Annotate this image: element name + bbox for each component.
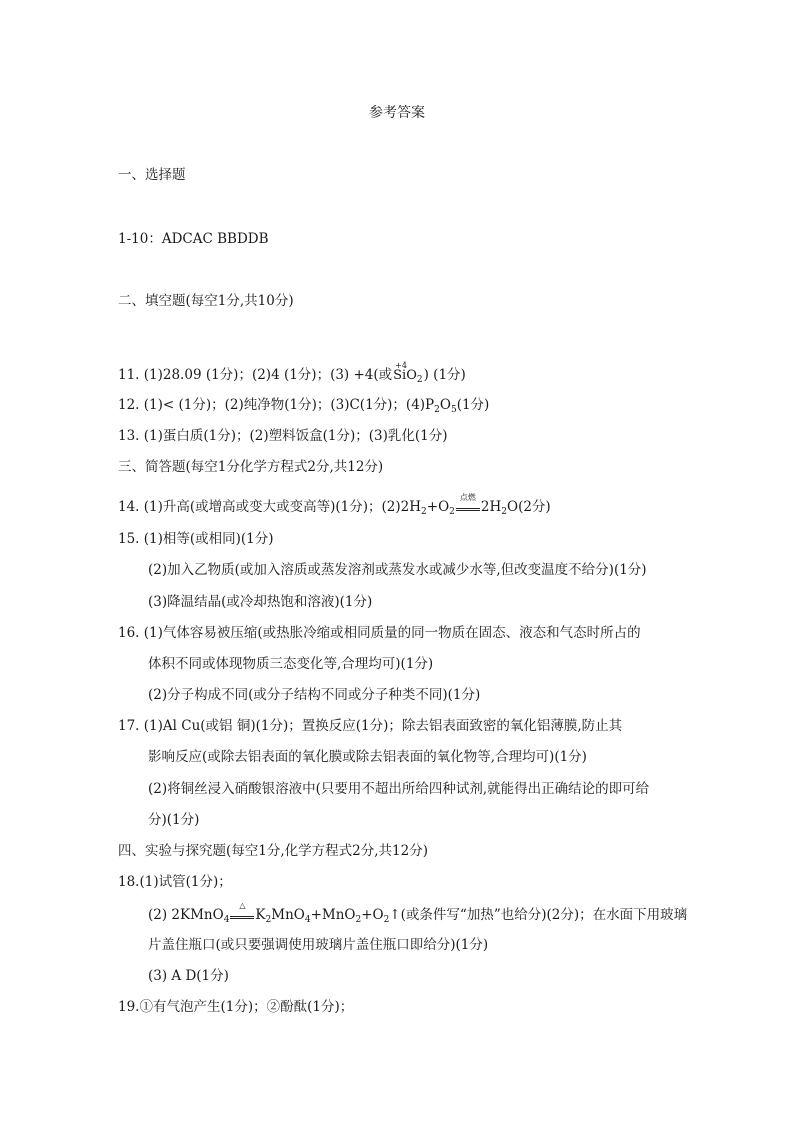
sio2-formula: +4 SiO$_2$ <box>393 361 423 385</box>
answer-16-1: 16. (1)气体容易被压缩(或热胀冷缩或相同质量的同一物质在固态、液态和气态时所占的 <box>118 625 641 641</box>
answer-16-1b: 体积不同或体现物质三态变化等,合理均可)(1分) <box>148 656 434 672</box>
answer-15-2: (2)加入乙物质(或加入溶质或蒸发溶剂或蒸发水或减少水等,但改变温度不给分)(1分) <box>148 562 647 578</box>
answer-15-3: (3)降温结晶(或冷却热饱和溶液)(1分) <box>148 594 373 610</box>
answer-17-1: 17. (1)Al Cu(或铝 铜)(1分)；置换反应(1分)；除去铝表面致密的氧化铝薄膜,防止其 <box>118 718 623 734</box>
answer-18-2: (2) 2KMnO$_4$ △ $K_2MnO_4+MnO_2+O_2↑$(或条件写“加热”也给分)(2分)；在水面下用玻璃 <box>148 900 688 925</box>
answer-18-1: 18.(1)试管(1分)； <box>118 874 232 890</box>
page-title: 参考答案 <box>369 105 425 121</box>
answer-15-1: 15. (1)相等(或相同)(1分) <box>118 531 274 547</box>
answer-19: 19.①有气泡产生(1分)；②酚酞(1分)； <box>118 999 354 1015</box>
section-heading-choice: 一、选择题 <box>118 167 186 183</box>
answer-17-2: (2)将铜丝浸入硝酸银溶液中(只要用不超出所给四种试剂,就能得出正确结论的即可给 <box>148 781 650 797</box>
mc-answers: 1-10：ADCAC BBDDB <box>118 231 269 247</box>
answer-16-2: (2)分子构成不同(或分子结构不同或分子种类不同)(1分) <box>148 687 481 703</box>
answer-18-2c: 片盖住瓶口(或只要强调使用玻璃片盖住瓶口即给分)(1分) <box>148 937 489 953</box>
answer-17-2b: 分)(1分) <box>148 812 200 828</box>
answer-12: 12. (1)< (1分)；(2)纯净物(1分)；(3)C(1分)；$(4)P_2O_5(1$分) <box>118 397 490 415</box>
answer-11: 11. (1)28.09 (1分)；(2)4 (1分)；(3) +4(或 +4 SiO$_2$) (1分) <box>118 366 466 389</box>
section-heading-fill: 二、填空题(每空1分,共10分) <box>118 293 294 309</box>
answer-18-3: (3) A D(1分) <box>148 968 229 984</box>
reaction-condition-heat: △ <box>229 908 255 924</box>
section-heading-short: 三、简答题(每空1分化学方程式2分,共12分) <box>118 459 384 475</box>
answer-17-1b: 影响反应(或除去铝表面的氧化膜或除去铝表面的氧化物等,合理均可)(1分) <box>148 749 587 765</box>
answer-14: 14. (1)升高(或增高或变大或变高等)(1分)；$(2)2H_2+O_2$ 点燃 $2H_2O(2$分) <box>118 492 551 517</box>
section-heading-experiment: 四、实验与探究题(每空1分,化学方程式2分,共12分) <box>118 843 428 859</box>
reaction-condition: 点燃 <box>455 500 481 516</box>
answer-13: 13. (1)蛋白质(1分)；(2)塑料饭盒(1分)；(3)乳化(1分) <box>118 428 448 444</box>
